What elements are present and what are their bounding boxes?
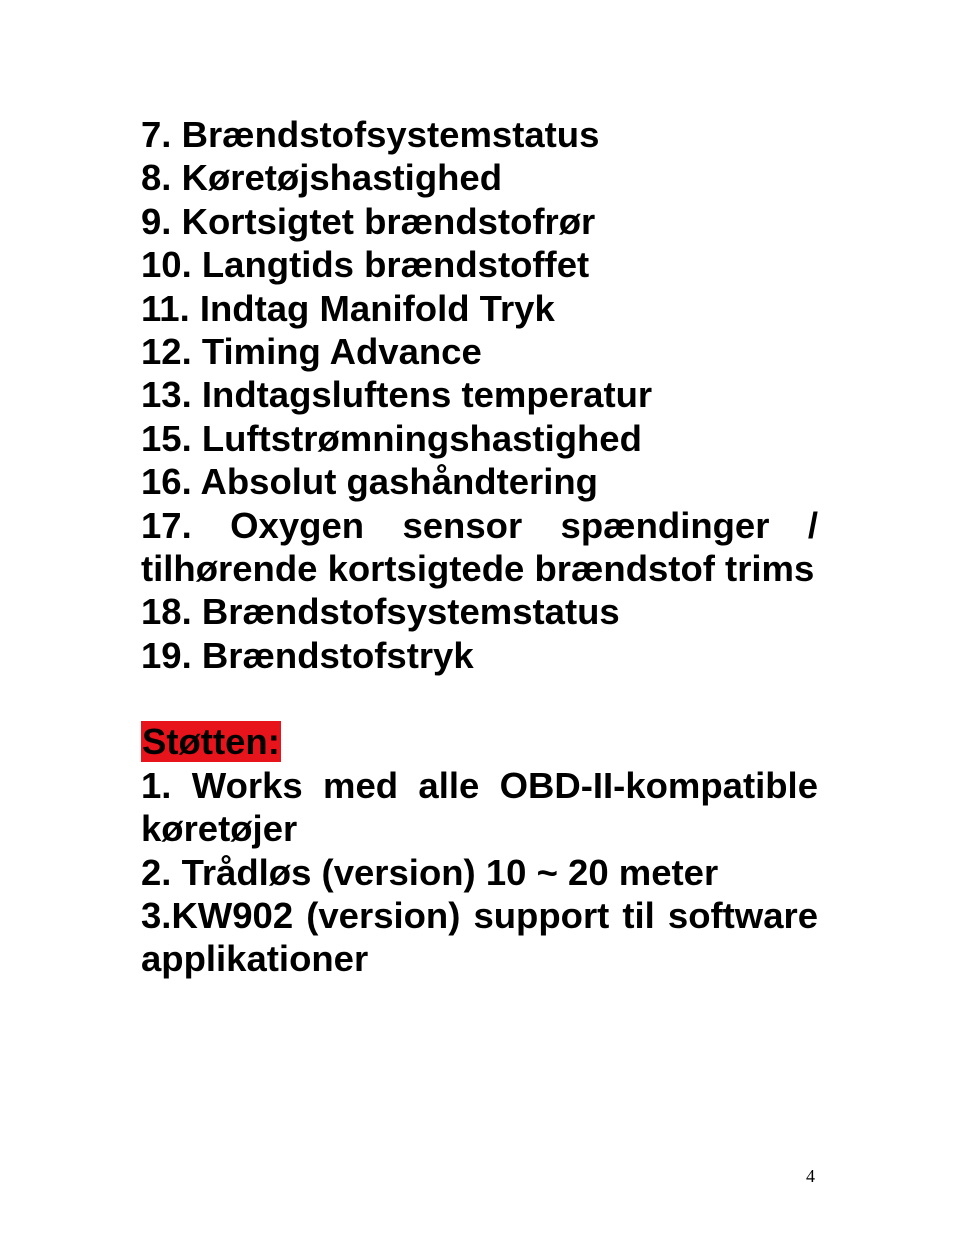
list-item: 9. Kortsigtet brændstofrør <box>141 200 596 242</box>
support-heading: Støtten: <box>142 721 280 763</box>
list-item: 10. Langtids brændstoffet <box>141 244 590 286</box>
support-heading-line <box>141 720 818 763</box>
list-item: 19. Brændstofstryk <box>141 634 474 676</box>
support-item: 2. Trådløs (version) 10 ~ 20 meter <box>141 851 719 893</box>
list-item: 8. Køretøjshastighed <box>141 157 503 199</box>
list-item: 16. Absolut gashåndtering <box>141 461 598 503</box>
list-item: 17. Oxygen sensor spændinger / tilhørende kortsigtede brændstof trims <box>141 504 818 590</box>
list-item: 13. Indtagsluftens temperatur <box>141 374 653 416</box>
support-item: 1. Works med alle OBD-II-kompatible køretøjer <box>141 764 818 850</box>
support-item: 3.KW902 (version) support til software applikationer <box>141 894 818 980</box>
support-list <box>141 764 818 981</box>
page-number: 4 <box>806 1166 815 1186</box>
section-spacer <box>141 677 818 720</box>
list-item: 12. Timing Advance <box>141 331 482 373</box>
list-item: 18. Brændstofsystemstatus <box>141 591 620 633</box>
document-body <box>141 113 818 981</box>
feature-list <box>141 113 818 677</box>
list-item: 15. Luftstrømningshastighed <box>141 417 642 459</box>
list-item: 11. Indtag Manifold Tryk <box>141 287 555 329</box>
list-item: 7. Brændstofsystemstatus <box>141 114 600 155</box>
